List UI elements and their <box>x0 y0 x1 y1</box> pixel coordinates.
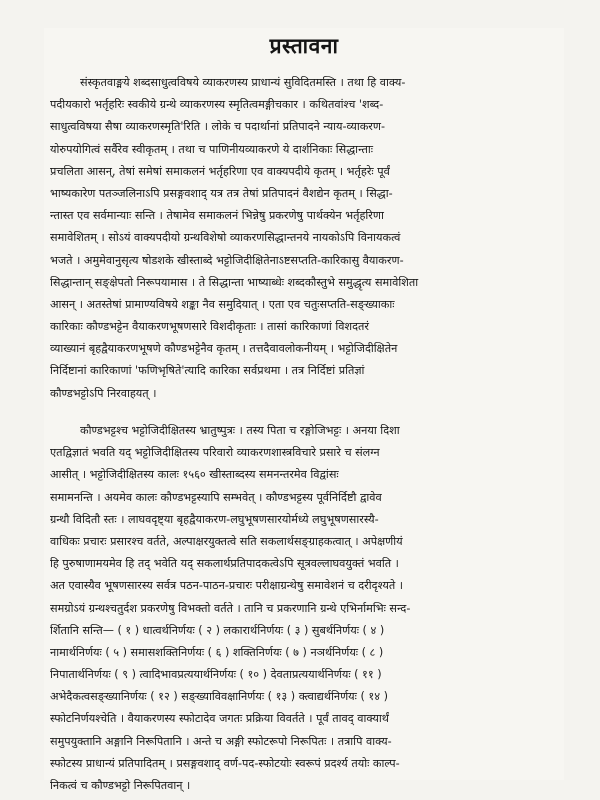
text-line: भजते । अमुमेवानुसृत्य षोडशके खीस्ताब्दे भट्टोजिदीक्षितेनाऽष्टसप्तति-कारिकासु वैयाकरण- <box>50 253 404 267</box>
text-line: समग्रोऽयं ग्रन्थश्चतुर्दश प्रकरणेषु विभक्तो वर्तते । तानि च प्रकरणानि ग्रन्थे एभिर्नामभिः सन्द- <box>50 601 411 615</box>
text-line: नामार्थनिर्णयः ( ५ ) समासशक्तिनिर्णयः ( ६ ) शक्तिनिर्णयः ( ७ ) नञर्थनिर्णयः ( ८ ) <box>50 645 384 659</box>
text-line: आसीत् । भट्टोजिदीक्षितस्य कालः १५६० खीस्ताब्दस्य समनन्तरमेव विद्वांसः <box>50 468 339 482</box>
text-line: र्शितानि सन्ति— ( १ ) धात्वर्थनिर्णयः ( २ ) लकारार्थनिर्णयः ( ३ ) सुबर्थनिर्णयः ( ४ ) <box>50 623 385 637</box>
text-line: पदीयकारो भर्तृहरिः स्वकीये ग्रन्थे व्याकरणस्य स्मृतित्वमङ्गीचकार । कथितवांश्च 'शब्द- <box>50 98 384 112</box>
text-line: अभेदैकत्वसङ्ख्यानिर्णयः ( १२ ) सङ्ख्याविवक्षानिर्णयः ( १३ ) क्त्वाद्यर्थनिर्णयः ( १४ ) <box>50 690 388 704</box>
text-line: सिद्धान्तान् सङ्क्षेपतो निरूपयामास । ते सिद्धान्ता भाष्याब्धेः शब्दकौस्तुभे समुद्धृत्य समावेशिता <box>50 275 419 289</box>
text-line: अत एवास्यैव भूषणसारस्य सर्वत्र पठन-पाठन-प्रचारः परीक्षाग्रन्थेषु समावेशनं च दरीदृश्यते । <box>50 579 404 593</box>
text-line: हि पुरुषाणामयमेव हि तद् भवेति यद् सकलार्थप्रतिपादकत्वेऽपि सूत्रवल्लाघवयुक्तं भवति । <box>50 557 399 571</box>
text-line: समावेशितम् । सोऽयं वाक्यपदीयो ग्रन्थविशेषो व्याकरणसिद्धान्तनये नायकोऽपि विनायकत्वं <box>50 231 401 245</box>
text-line: संस्कृतवाङ्मये शब्दसाधुत्वविषये व्याकरणस्य प्राधान्यं सुविदितमस्ति । तथा हि वाक्य- <box>80 76 406 89</box>
text-line: आसन् । अतस्तेषां प्रामाण्यविषये शङ्का नैव समुदियात् । एता एव चतुःसप्तति-सङ्ख्याकाः <box>50 297 395 311</box>
text-line: स्फोटनिर्णयश्चेति । वैयाकरणस्य स्फोटादेव जगतः प्रक्रिया विवर्तते । पूर्वं तावद् वाक्यार्थं <box>50 712 389 726</box>
text-line: भाष्यकारेण पतञ्जलिनाऽपि प्रसङ्गवशाद् यत्र तत्र तेषां प्रतिपादनं वैशद्येन कृतम् । सिद्धा- <box>50 186 393 200</box>
text-line: न्तास्त एव सर्वमान्याः सन्ति । तेषामेव समाकलनं भिन्नेषु प्रकरणेषु पार्थक्येन भर्तृहरिणा <box>50 209 384 223</box>
paragraph-2 <box>50 420 558 797</box>
text-line: स्फोटस्य प्राधान्यं प्रतिपादितम् । प्रसङ्गवशाद् वर्ण-पद-स्फोटयोः स्वरूपं प्रदर्श्य तयोः काल्प- <box>50 756 400 770</box>
text-line: साधुत्वविषया सैषा व्याकरणस्मृति'रिति । लोके च पदार्थानां प्रतिपादने न्याय-व्याकरण- <box>50 120 386 134</box>
text-line: समामनन्ति । अयमेव कालः कौण्डभट्टस्यापि सम्भवेत् । कौण्डभट्टस्य पूर्वनिर्दिष्टौ द्वावेव <box>50 490 382 504</box>
text-line: ग्रन्थौ विदितौ स्तः । लाघवदृष्ट्या बृहद्वैयाकरण-लघुभूषणसारयोर्मध्ये लघुभूषणसारस्यै- <box>50 512 379 526</box>
text-line: प्रचलिता आसन्, तेषां समेषां समाकलनं भर्तृहरिणा एव वाक्यपदीये कृतम् । भर्तृहरेः पूर्वं <box>50 164 390 178</box>
text-line: योरुपयोगित्वं सर्वैरेव स्वीकृतम् । तथा च पाणिनीयव्याकरणे ये दार्शनिकाः सिद्धान्ताः <box>50 142 374 156</box>
text-line: निर्दिष्टानां कारिकाणां 'फणिभृषिते'त्यादि कारिका सर्वप्रथमा । तत्र निर्दिष्टां प्रतिज्ञां <box>50 364 365 378</box>
text-line: समुपयुक्तानि अङ्गानि निरूपितानि । अन्ते च अङ्गी स्फोटरूपो निरूपितः । तत्रापि वाक्य- <box>50 734 392 748</box>
page-sheet <box>44 28 564 792</box>
text-line: कौण्डभट्टश्च भट्टोजिदीक्षितस्य भ्रातुष्पुत्रः । तस्य पिता च रङ्गोजिभट्टः । अनया दिशा <box>80 424 400 437</box>
text-line: वाधिकः प्रचारः प्रसारश्च वर्तते, अल्पाक्षरयुक्तत्वे सति सकलार्थसङ्ग्राहकत्वात् । अपेक्षणीयं <box>50 534 403 548</box>
paragraph-1 <box>50 72 558 405</box>
text-line: कौण्डभट्टोऽपि निरवाहयत् । <box>50 386 157 400</box>
page-title: प्रस्तावना <box>269 34 339 58</box>
text-line: कारिकाः कौण्डभट्टेन वैयाकरणभूषणसारे विशदीकृताः । तासां कारिकाणां विशदतरं <box>50 320 369 334</box>
text-line: निकत्वं च कौण्डभट्टो निरूपितवान् । <box>50 779 191 792</box>
text-line: निपातार्थनिर्णयः ( ९ ) त्वादिभावप्रत्ययार्थनिर्णयः ( १० ) देवताप्रत्ययार्थनिर्णयः ( ११ ) <box>50 668 382 682</box>
text-line: एतद्विज्ञातं भवति यद् भट्टोजिदीक्षितस्य परिवारो व्याकरणशास्त्रविचारे प्रसारे च संलग्न <box>50 446 380 460</box>
text-line: व्याख्यानं बृहद्वैयाकरणभूषणे कौण्डभट्टेनैव कृतम् । तत्तदैवावलोकनीयम् । भट्टोजिदीक्षितेन <box>50 342 398 356</box>
